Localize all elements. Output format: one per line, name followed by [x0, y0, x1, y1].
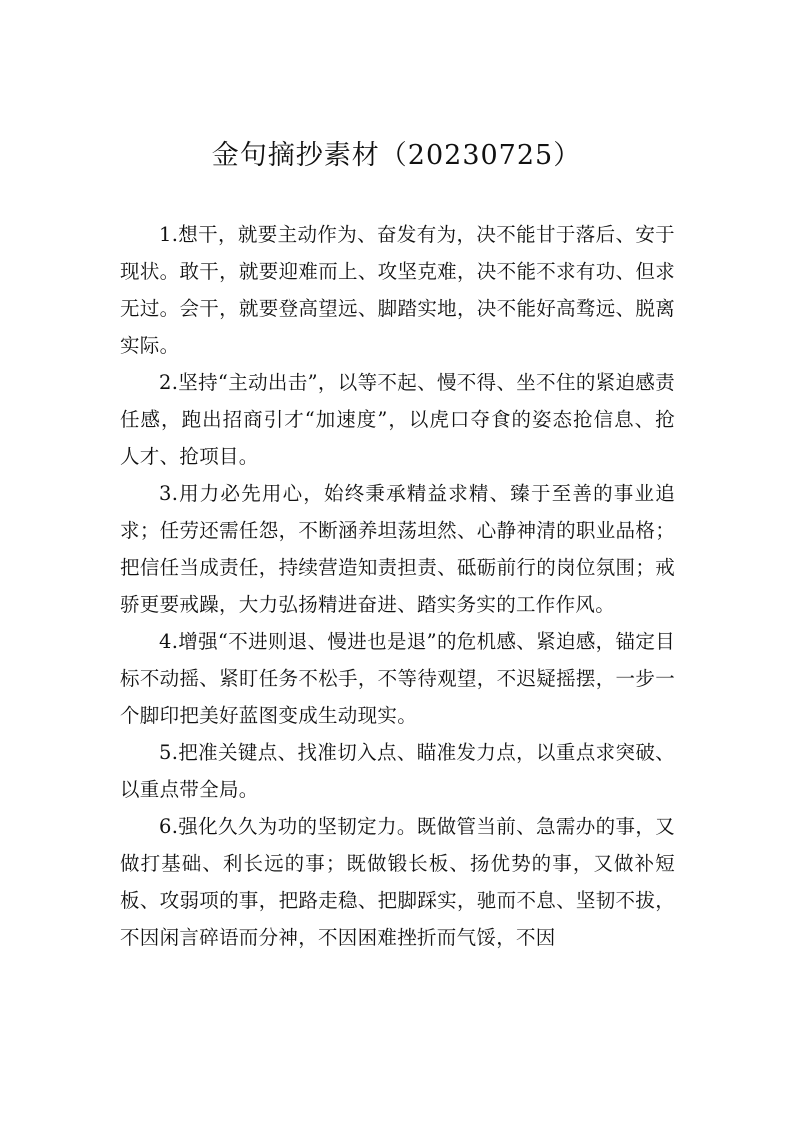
document-body: [120, 216, 675, 956]
document-title: 金句摘抄素材（20230725）: [211, 140, 582, 171]
paragraph-4: 4.增强“不进则退、慢进也是退”的危机感、紧迫感，锚定目标不动摇、紧盯任务不松手，不等待观望，不迟疑摇摆，一步一个脚印把美好蓝图变成生动现实。: [120, 630, 675, 727]
paragraph-2: 2.坚持“主动出击”，以等不起、慢不得、坐不住的紧迫感责任感，跑出招商引才“加速度”，以虎口夺食的姿态抢信息、抢人才、抢项目。: [120, 371, 675, 468]
paragraph-3: 3.用力必先用心，始终秉承精益求精、臻于至善的事业追求；任劳还需任怨，不断涵养坦荡坦然、心静神清的职业品格；把信任当成责任，持续营造知责担责、砥砺前行的岗位氛围；戒骄更要戒躁，大力弘扬精进奋进、踏实务实的工作作风。: [120, 482, 675, 616]
paragraph-1: 1.想干，就要主动作为、奋发有为，决不能甘于落后、安于现状。敢干，就要迎难而上、攻坚克难，决不能不求有功、但求无过。会干，就要登高望远、脚踏实地，决不能好高骛远、脱离实际。: [120, 223, 675, 357]
paragraph-5: 5.把准关键点、找准切入点、瞄准发力点，以重点求突破、以重点带全局。: [120, 741, 675, 801]
paragraph-6: 6.强化久久为功的坚韧定力。既做管当前、急需办的事，又做打基础、利长远的事；既做锻长板、扬优势的事，又做补短板、攻弱项的事，把路走稳、把脚踩实，驰而不息、坚韧不拔，不因闲言碎语而分神，不因困难挫折而气馁，不因: [120, 815, 675, 949]
